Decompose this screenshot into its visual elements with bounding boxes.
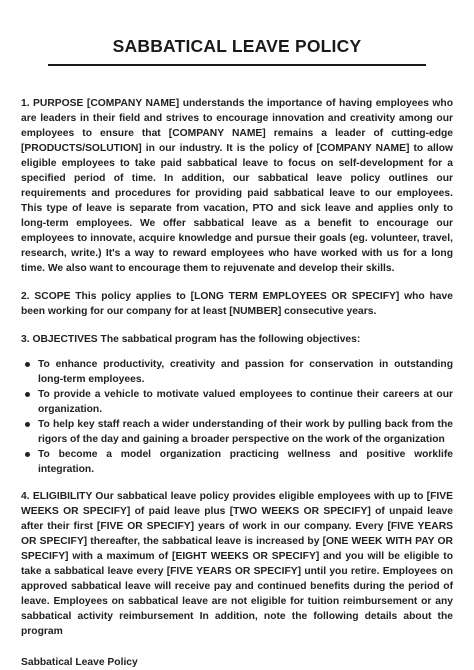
list-item: To help key staff reach a wider understanding of their work by pulling back from the rigors of the day and gaining a broader perspective on the work of the organization	[21, 417, 453, 447]
section-purpose: 1. PURPOSE [COMPANY NAME] understands the importance of having employees who are leaders in their field and strives to encourage innovation and creativity among our employees to ensure that [COMPANY NAME] remains a leader of cutting-edge [PRODUCTS/SOLUTION] in our industry. It is the policy of [COMPANY NAME] to allow eligible employees to take paid sabbatical leave to focus on self-development for a specified period of time. In addition, our sabbatical leave policy outlines our requirements and procedures for providing paid sabbatical leave to our employees. This type of leave is separate from vacation, PTO and sick leave and applies only to long-term employees. We offer sabbatical leave as a benefit to encourage our employees to innovate, acquire knowledge and pursue their goals (eg. volunteer, travel, research, write.) It's a way to reward employees who have worked with us for a long time. We also want to encourage them to rejuvenate and develop their skills.	[21, 98, 453, 274]
list-item: To become a model organization practicing wellness and positive worklife integration.	[21, 447, 453, 477]
bullet-icon	[25, 392, 30, 397]
section-scope: 2. SCOPE This policy applies to [LONG TERM EMPLOYEES OR SPECIFY] who have been working for our company for at least [NUMBER] consecutive years.	[21, 291, 453, 317]
list-item: To provide a vehicle to motivate valued employees to continue their careers at our organization.	[21, 387, 453, 417]
bullet-icon	[25, 362, 30, 367]
list-item: To enhance productivity, creativity and passion for conservation in outstanding long-term employees.	[21, 357, 453, 387]
section-eligibility: 4. ELIGIBILITY Our sabbatical leave policy provides eligible employees with up to [FIVE WEEKS OR SPECIFY] of paid leave plus [TWO WEEKS OR SPECIFY] of unpaid leave after their first [FIVE OR SPECIFY] years of work in our company. Every [FIVE YEARS OR SPECIFY] thereafter, the sabbatical leave is increased by [ONE WEEK WITH PAY OR SPECIFY] with a maximum of [EIGHT WEEKS OR SPECIFY] and you will be eligible to take a sabbatical leave every [FIVE YEARS OR SPECIFY] until you retire. Employees on approved sabbatical leave will receive pay and continued benefits during the period of leave. Employees on sabbatical leave are not eligible for tuition reimbursement or any sabbatical activity reimbursement In addition, note the following details about the program	[21, 491, 453, 637]
title-underline	[48, 64, 426, 66]
document-body	[21, 96, 453, 670]
footer-label: Sabbatical Leave Policy	[21, 657, 138, 668]
section-objectives-intro: 3. OBJECTIVES The sabbatical program has the following objectives:	[21, 334, 361, 345]
bullet-icon	[25, 422, 30, 427]
objectives-list	[21, 357, 453, 477]
page-title: SABBATICAL LEAVE POLICY	[112, 36, 362, 56]
bullet-icon	[25, 452, 30, 457]
